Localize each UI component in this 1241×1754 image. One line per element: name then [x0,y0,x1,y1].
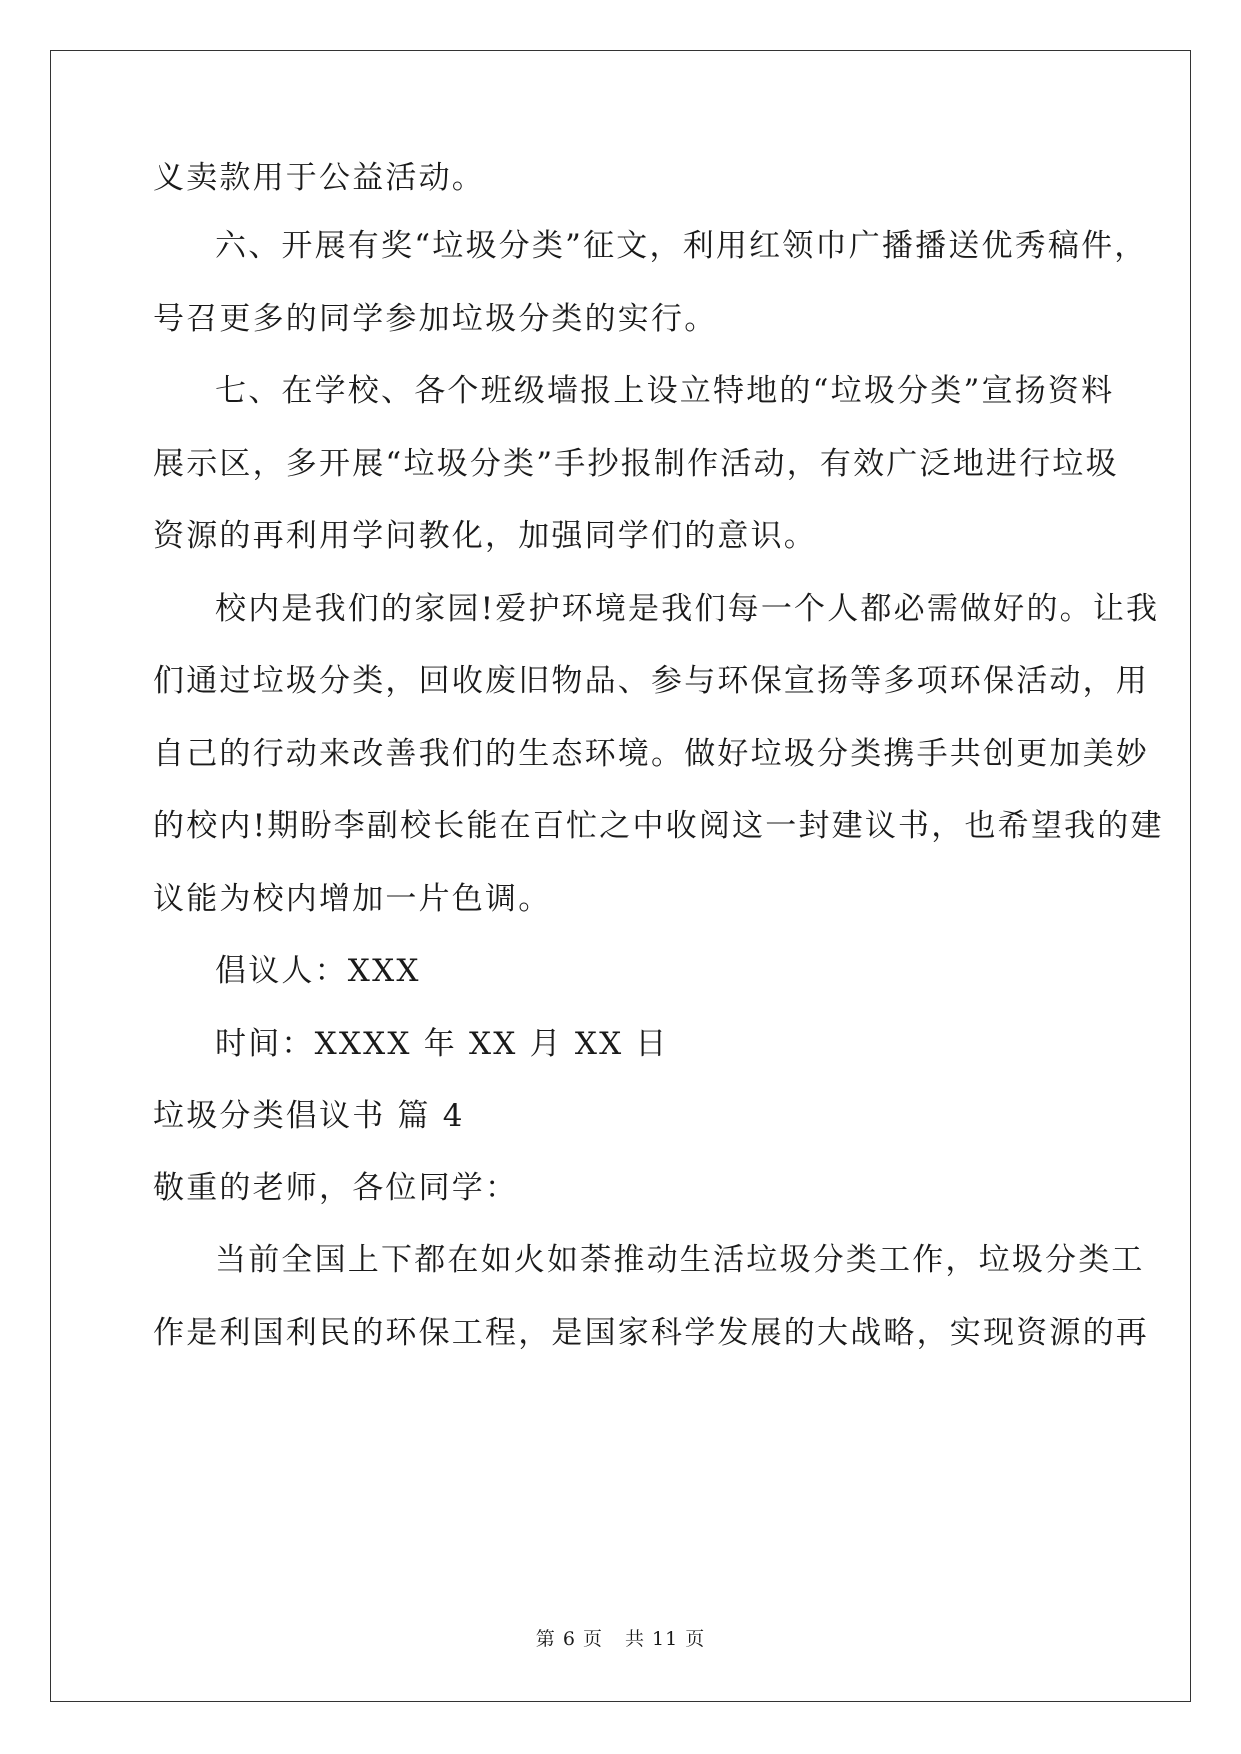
page-total: 共 11 页 [624,1628,706,1650]
proposer-line: 倡议人：XXX [215,953,421,989]
body-line-2: 六、开展有奖“垃圾分类”征文，利用红领巾广播播送优秀稿件， [215,228,1148,264]
body-line-11: 议能为校内增加一片色调。 [153,881,552,917]
page-border [50,50,1191,1702]
salutation: 敬重的老师，各位同学： [153,1170,519,1206]
body-line-12: 当前全国上下都在如火如荼推动生活垃圾分类工作，垃圾分类工 [215,1242,1145,1278]
body-line-10: 的校内!期盼李副校长能在百忙之中收阅这一封建议书，也希望我的建 [153,808,1164,844]
page-number: 第 6 页 [535,1628,603,1650]
body-line-3: 号召更多的同学参加垃圾分类的实行。 [153,301,718,337]
body-line-5: 展示区，多开展“垃圾分类”手抄报制作活动，有效广泛地进行垃圾 [153,446,1119,482]
body-line-8: 们通过垃圾分类，回收废旧物品、参与环保宣扬等多项环保活动，用 [153,663,1149,699]
section-heading: 垃圾分类倡议书 篇 4 [153,1098,465,1134]
body-line-7: 校内是我们的家园!爱护环境是我们每一个人都必需做好的。让我 [215,591,1160,627]
body-line-13: 作是利国利民的环保工程，是国家科学发展的大战略，实现资源的再 [153,1315,1149,1351]
body-line-9: 自己的行动来改善我们的生态环境。做好垃圾分类携手共创更加美妙 [153,736,1149,772]
page-footer [0,1627,1241,1651]
body-line-1: 义卖款用于公益活动。 [153,160,485,196]
date-line: 时间：XXXX 年 XX 月 XX 日 [215,1026,669,1062]
body-line-6: 资源的再利用学问教化，加强同学们的意识。 [153,518,817,554]
body-line-4: 七、在学校、各个班级墙报上设立特地的“垃圾分类”宣扬资料 [215,373,1115,409]
